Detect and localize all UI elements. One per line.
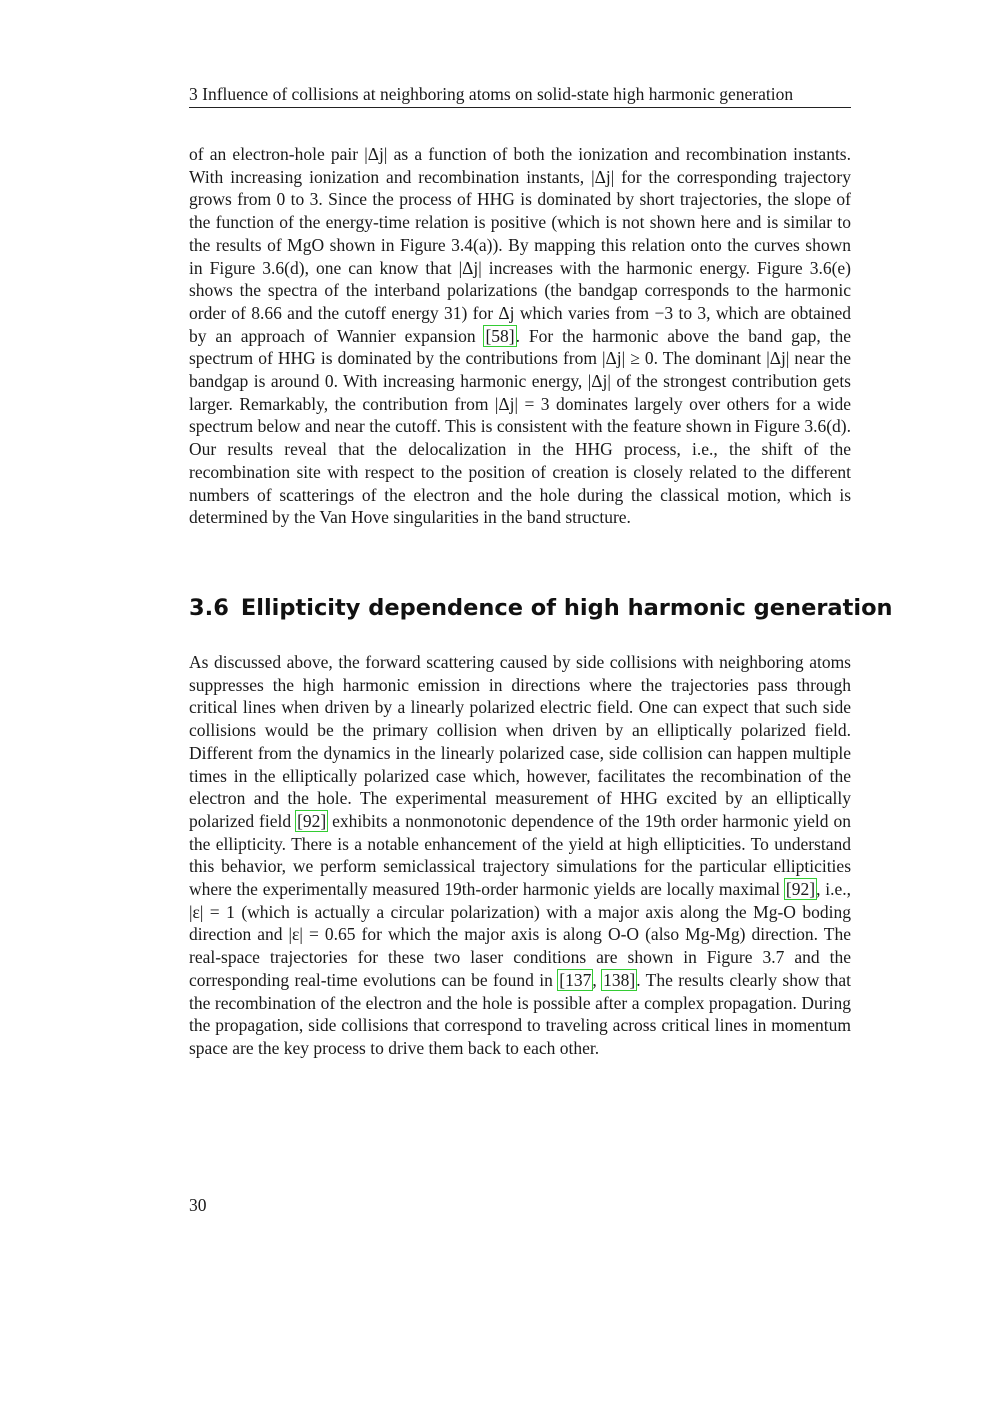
citation-separator: , (592, 969, 603, 990)
para2-text-b: exhibits a nonmonotonic dependence of the 19th order harmonic yield on the ellipticity. There is a notable enhancement of the yield at high ellipticities. To understand this behavior, we perform semiclassical trajectory simulations for the particular ellipticities where the experimentally measured 19th-order harmonic yields are locally maximal (189, 810, 851, 900)
citation-link-92[interactable]: [92] (297, 810, 327, 831)
citation-link-58[interactable]: [58] (485, 325, 515, 346)
para1-text-b: . For the harmonic above the band gap, the spectrum of HHG is dominated by the contributions from |Δj| ≥ 0. The dominant |Δj| near the bandgap is around 0. With increasing harmonic energy, |Δj| of the strongest contribution gets larger. Remarkably, the contribution from |Δj| = 3 dominates largely over others for a wide spectrum below and near the cutoff. This is consistent with the feature shown in Figure 3.6(d). Our results reveal that the delocalization in the HHG process, i.e., the shift of the recombination site with respect to the position of creation is closely related to the different numbers of scatterings of the electron and the hole during the classical motion, which is determined by the Van Hove singularities in the band structure. (189, 325, 851, 528)
section-number: 3.6 (189, 595, 229, 621)
paragraph-2 (189, 651, 851, 1060)
para2-text-c: , i.e., |ε| = 1 (which is actually a circular polarization) with a major axis along the Mg-O boding direction and |ε| = 0.65 for which the major axis is along O-O (also Mg-Mg) direction. The real-space trajectories for these two laser conditions are shown in Figure 3.7 and the corresponding real-time evolutions can be found in (189, 879, 851, 990)
citation-link-137[interactable]: [137 (559, 969, 592, 990)
section-title: Ellipticity dependence of high harmonic generation (240, 595, 893, 621)
paragraph-1 (189, 143, 851, 529)
citation-link-138[interactable]: 138] (603, 969, 636, 990)
running-title: 3 Influence of collisions at neighboring atoms on solid-state high harmonic generation (189, 84, 794, 104)
para2-text-a: As discussed above, the forward scattering caused by side collisions with neighboring atoms suppresses the high harmonic emission in directions where the trajectories pass through critical lines when driven by a linearly polarized electric field. One can expect that such side collisions would be the primary collision when driven by an elliptically polarized field. Different from the dynamics in the linearly polarized case, side collision can happen multiple times in the elliptically polarized case which, however, facilitates the recombination of the electron and the hole. The experimental measurement of HHG excited by an elliptically polarized field (189, 652, 851, 831)
section-heading (189, 592, 893, 624)
citation-link-92-second[interactable]: [92] (785, 879, 816, 900)
page-number: 30 (189, 1195, 207, 1215)
para2-text-d: . The results clearly show that the recombination of the electron and the hole is possible after a complex propagation. During the propagation, side collisions that correspond to traveling across critical lines in momentum space are the key process to drive them back to each other. (189, 969, 851, 1058)
running-header (189, 82, 851, 108)
para1-text-a: of an electron-hole pair |Δj| as a function of both the ionization and recombination instants. With increasing ionization and recombination instants, |Δj| for the corresponding trajectory grows from 0 to 3. Since the process of HHG is dominated by short trajectories, the slope of the function of the energy-time relation is positive (which is not shown here and is similar to the results of MgO shown in Figure 3.4(a)). By mapping this relation onto the curves shown in Figure 3.6(d), one can know that |Δj| increases with the harmonic energy. Figure 3.6(e) shows the spectra of the interband polarizations (the bandgap corresponds to the harmonic order of 8.66 and the cutoff energy 31) for Δj which varies from −3 to 3, which are obtained by an approach of Wannier expansion (189, 144, 851, 346)
